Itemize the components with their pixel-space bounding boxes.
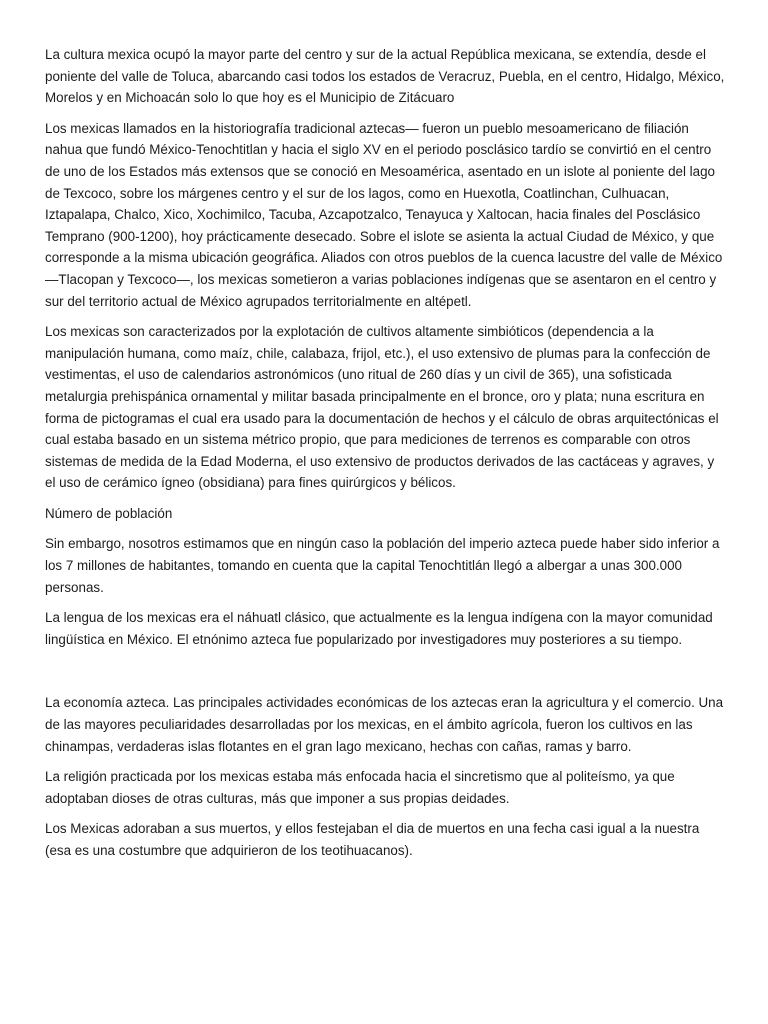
- paragraph-dead: Los Mexicas adoraban a sus muertos, y ellos festejaban el dia de muertos en una fecha casi igual a la nuestra (esa es una costumbre que adquirieron de los teotihuacanos).: [45, 821, 700, 858]
- blank-line: [45, 659, 727, 692]
- paragraph-religion: La religión practicada por los mexicas estaba más enfocada hacia el sincretismo que al politeísmo, ya que adoptaban dioses de otras culturas, más que imponer a sus propias deidades.: [45, 769, 675, 806]
- paragraph-population: Sin embargo, nosotros estimamos que en ningún caso la población del imperio azteca puede haber sido inferior a los 7 millones de habitantes, tomando en cuenta que la capital Tenochtitlán llegó a albergar a unas 300.000 personas.: [45, 536, 720, 595]
- document-page: [45, 44, 727, 871]
- paragraph-economy: La economía azteca. Las principales actividades económicas de los aztecas eran la agricultura y el comercio. Una de las mayores peculiaridades desarrolladas por los mexicas, en el ámbito agrícola, fueron los cultivos en las chinampas, verdaderas islas flotantes en el gran lago mexicano, hechas con cañas, ramas y barro.: [45, 695, 724, 754]
- paragraph-language: La lengua de los mexicas era el náhuatl clásico, que actualmente es la lengua indígena con la mayor comunidad lingüística en México. El etnónimo azteca fue popularizado por investigadores muy posteriores a su tiempo.: [45, 610, 713, 647]
- section-heading-population: Número de población: [45, 505, 173, 521]
- paragraph-origin: Los mexicas llamados en la historiografía tradicional aztecas— fueron un pueblo mesoamericano de filiación nahua que fundó México-Tenochtitlan y hacia el siglo XV en el periodo posclásico tardío se convirtió en el centro de uno de los Estados más extensos que se conoció en Mesoamérica, asentado en un islote al poniente del lago de Texcoco, sobre los márgenes centro y el sur de los lagos, como en Huexotla, Coatlinchan, Culhuacan, Iztapalapa, Chalco, Xico, Xochimilco, Tacuba, Azcapotzalco, Tenayuca y Xaltocan, hacia finales del Posclásico Temprano (900-1200), hoy prácticamente desecado. Sobre el islote se asienta la actual Ciudad de México, y que corresponde a la misma ubicación geográfica. Aliados con otros pueblos de la cuenca lacustre del valle de México —Tlacopan y Texcoco—, los mexicas sometieron a varias poblaciones indígenas que se asentaron en el centro y sur del territorio actual de México agrupados territorialmente en altépetl.: [45, 120, 723, 309]
- paragraph-characteristics: Los mexicas son caracterizados por la explotación de cultivos altamente simbióticos (dependencia a la manipulación humana, como maíz, chile, calabaza, frijol, etc.), el uso extensivo de plumas para la confección de vestimentas, el uso de calendarios astronómicos (uno ritual de 260 días y un civil de 365), una sofisticada metalurgia prehispánica ornamental y militar basada principalmente en el bronce, oro y plata; nuna escritura en forma de pictogramas el cual era usado para la documentación de hechos y el cálculo de obras arquitectónicas el cual estaba basado en un sistema métrico propio, que para mediciones de terrenos es comparable con otros sistemas de medida de la Edad Moderna, el uso extensivo de productos derivados de las cactáceas y agraves, y el uso de cerámico ígneo (obsidiana) para fines quirúrgicos y bélicos.: [45, 324, 719, 491]
- paragraph-extension: La cultura mexica ocupó la mayor parte del centro y sur de la actual República mexicana, se extendía, desde el poniente del valle de Toluca, abarcando casi todos los estados de Veracruz, Puebla, en el centro, Hidalgo, México, Morelos y en Michoacán solo lo que hoy es el Municipio de Zitácuaro: [45, 47, 725, 106]
